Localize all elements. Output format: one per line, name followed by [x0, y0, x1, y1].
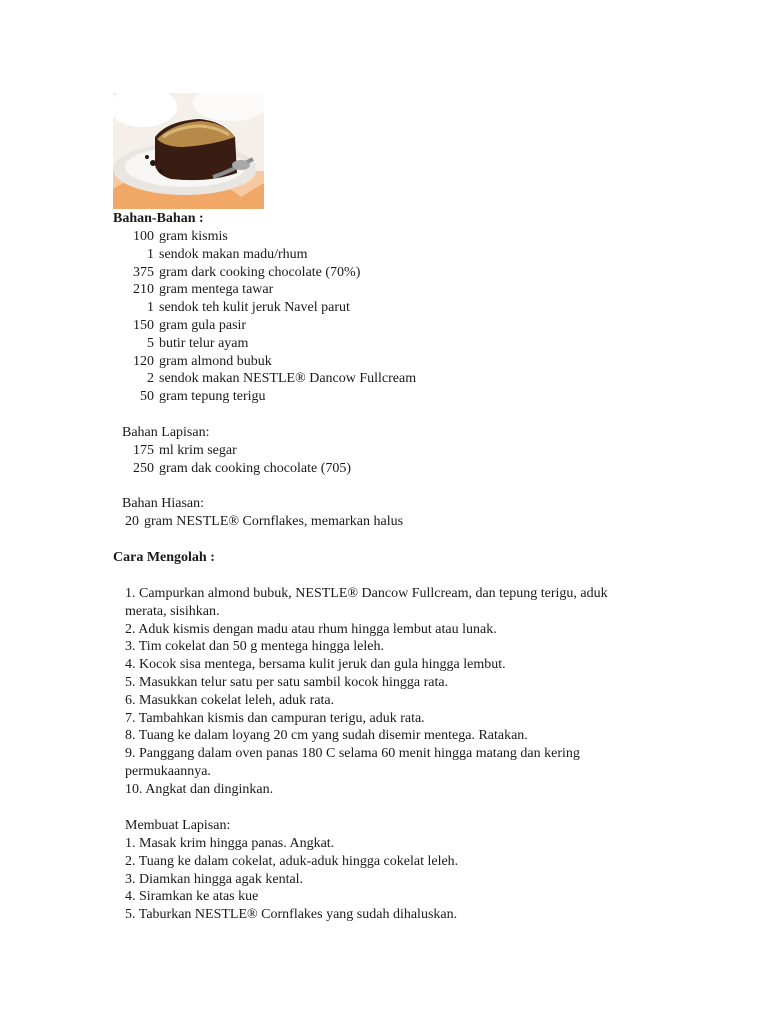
- ingredient-line: [104, 460, 351, 478]
- ingredient-text: butir telur ayam: [159, 335, 249, 351]
- ingredient-quantity: 120: [133, 353, 154, 369]
- garnish-heading: Bahan Hiasan:: [122, 496, 205, 511]
- method-step: permukaannya.: [125, 764, 211, 779]
- layer-step: 1. Masak krim hingga panas. Angkat.: [125, 836, 335, 851]
- layer-step: 5. Taburkan NESTLE® Cornflakes yang sudah dihaluskan.: [125, 907, 458, 923]
- method-step: 5. Masukkan telur satu per satu sambil kocok hingga rata.: [125, 675, 449, 690]
- method-heading: Cara Mengolah :: [113, 550, 215, 565]
- method-step: 1. Campurkan almond bubuk, NESTLE® Dancow Fullcream, dan tepung terigu, aduk: [125, 586, 608, 601]
- coating-heading: Bahan Lapisan:: [122, 425, 210, 440]
- ingredient-line: [104, 281, 273, 299]
- method-step: 8. Tuang ke dalam loyang 20 cm yang sudah disemir mentega. Ratakan.: [125, 728, 528, 744]
- ingredient-line: [89, 513, 403, 531]
- ingredient-text: gram gula pasir: [159, 318, 247, 333]
- method-step: 2. Aduk kismis dengan madu atau rhum hingga lembut atau lunak.: [125, 621, 497, 637]
- layer-step: 4. Siramkan ke atas kue: [125, 889, 259, 905]
- ingredient-line: [104, 317, 246, 335]
- layer-step: 3. Diamkan hingga agak kental.: [125, 871, 304, 887]
- ingredient-quantity: 20: [125, 514, 139, 529]
- ingredient-line: [104, 370, 416, 388]
- ingredient-quantity: 5: [147, 335, 154, 351]
- method-step: 6. Masukkan cokelat leleh, aduk rata.: [125, 692, 335, 708]
- ingredient-text: gram kismis: [159, 229, 228, 244]
- ingredient-text: gram mentega tawar: [159, 282, 274, 298]
- ingredient-quantity: 100: [133, 229, 154, 244]
- method-step: 4. Kocok sisa mentega, bersama kulit jeruk dan gula hingga lembut.: [125, 657, 506, 673]
- method-step: 3. Tim cokelat dan 50 g mentega hingga leleh.: [125, 639, 384, 655]
- ingredient-text: gram almond bubuk: [159, 353, 272, 369]
- ingredient-quantity: 175: [133, 443, 154, 458]
- ingredient-quantity: 1: [147, 246, 154, 262]
- ingredient-text: ml krim segar: [159, 443, 237, 458]
- ingredient-line: [104, 299, 350, 317]
- ingredient-text: gram tepung terigu: [159, 389, 266, 405]
- layer-heading: Membuat Lapisan:: [125, 818, 231, 833]
- method-step: 10. Angkat dan dinginkan.: [125, 781, 274, 797]
- ingredient-quantity: 1: [147, 300, 154, 316]
- method-step: merata, sisihkan.: [125, 603, 220, 619]
- brownie-photo: [113, 93, 264, 209]
- ingredient-quantity: 150: [133, 318, 154, 333]
- ingredient-text: sendok makan madu/rhum: [159, 246, 308, 262]
- method-step: 9. Panggang dalam oven panas 180 C selama 60 menit hingga matang dan kering: [125, 746, 580, 762]
- ingredient-line: [104, 264, 360, 282]
- ingredient-line: [104, 442, 237, 460]
- brownie-illustration: [113, 93, 264, 209]
- ingredient-text: gram dak cooking chocolate (705): [159, 460, 352, 476]
- ingredient-text: sendok teh kulit jeruk Navel parut: [159, 300, 350, 316]
- ingredient-text: sendok makan NESTLE® Dancow Fullcream: [159, 371, 417, 387]
- layer-step: 2. Tuang ke dalam cokelat, aduk-aduk hingga cokelat leleh.: [125, 853, 459, 869]
- ingredient-text: gram dark cooking chocolate (70%): [159, 264, 361, 280]
- ingredient-line: [104, 335, 248, 353]
- ingredient-quantity: 250: [133, 460, 154, 476]
- ingredient-text: gram NESTLE® Cornflakes, memarkan halus: [144, 514, 404, 529]
- method-step: 7. Tambahkan kismis dan campuran terigu, aduk rata.: [125, 710, 425, 726]
- ingredient-quantity: 50: [140, 389, 154, 405]
- ingredient-line: [104, 246, 308, 264]
- ingredient-quantity: 375: [133, 264, 154, 280]
- ingredient-quantity: 2: [147, 371, 154, 387]
- ingredient-quantity: 210: [133, 282, 154, 298]
- ingredients-heading: Bahan-Bahan :: [113, 211, 204, 226]
- ingredient-line: [104, 388, 266, 406]
- ingredient-line: [104, 353, 272, 371]
- ingredient-line: [104, 228, 228, 246]
